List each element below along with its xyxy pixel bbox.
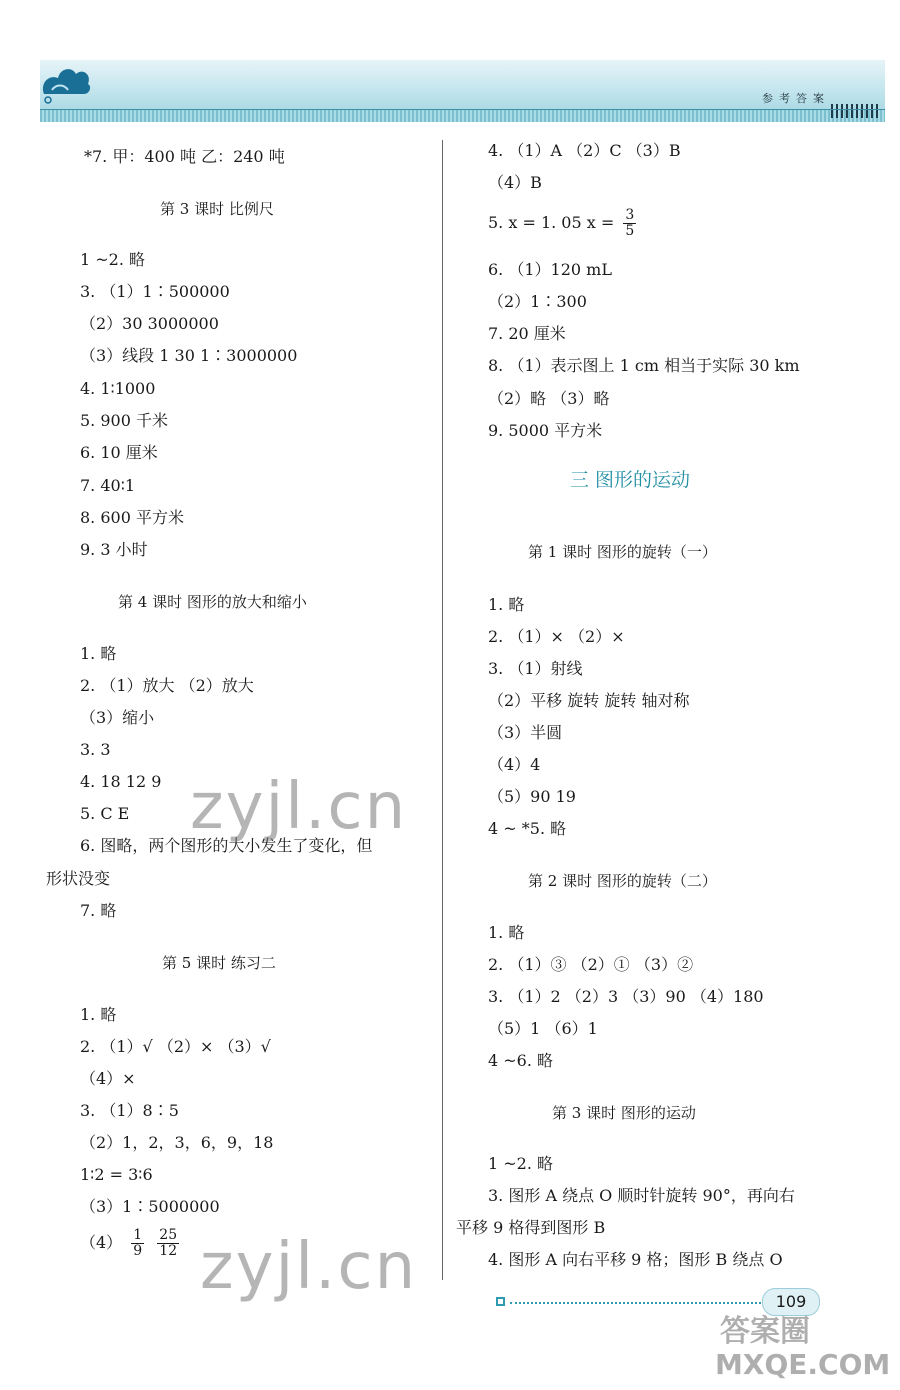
fraction	[157, 1228, 179, 1259]
answer-line: （3）线段 1 30 1∶3000000	[80, 346, 298, 365]
fraction-numerator: 25	[159, 1227, 178, 1243]
answer-line: （3）半圆	[488, 723, 563, 742]
answer-line: 3. （1）8∶5	[80, 1101, 179, 1120]
answer-line: （3）缩小	[80, 708, 155, 727]
answer-line: 3. 3	[80, 740, 111, 759]
cloud-logo-icon	[38, 60, 94, 106]
answer-line: 2. （1）③ （2）① （3）②	[488, 955, 694, 974]
answer-line: 1. 略	[488, 595, 525, 614]
section-heading: 三 图形的运动	[570, 469, 691, 491]
answer-line: 2. （1）放大 （2）放大	[80, 676, 254, 695]
answer-line: （5）1 （6）1	[488, 1019, 598, 1038]
footer-dotted-rule	[510, 1302, 765, 1304]
footer-square-icon	[496, 1297, 505, 1306]
lesson-heading: 第 4 课时 图形的放大和缩小	[118, 593, 307, 611]
fraction-numerator: 1	[133, 1227, 143, 1243]
fraction-answer-line	[488, 208, 640, 239]
fraction-prefix: （4）	[80, 1233, 123, 1252]
answer-line: 9. 5000 平方米	[488, 421, 603, 440]
answer-line: （2）1∶300	[488, 292, 587, 311]
answer-line: 1. 略	[80, 644, 117, 663]
answer-line: （2）略 （3）略	[488, 389, 610, 408]
answer-line: 4 ~ *5. 略	[488, 819, 567, 838]
answer-line: 形状没变	[46, 869, 111, 888]
lesson-heading: 第 2 课时 图形的旋转（二）	[528, 872, 717, 890]
answer-line: （4）B	[488, 173, 542, 192]
watermark: zyjl.cn	[190, 770, 408, 844]
answer-line: 1 ~2. 略	[488, 1154, 554, 1173]
answer-line: 3. （1）射线	[488, 659, 583, 678]
watermark-url: MXQE.COM	[715, 1348, 891, 1381]
answer-line: 5. 900 千米	[80, 411, 168, 430]
answer-line: 3. （1）1∶500000	[80, 282, 230, 301]
watermark-logo: 答案圈	[720, 1314, 810, 1349]
answer-line: 平移 9 格得到图形 B	[456, 1218, 606, 1237]
answer-line: 4. （1）A （2）C （3）B	[488, 141, 681, 160]
lesson-heading: 第 3 课时 比例尺	[160, 200, 274, 218]
header-stripe	[40, 110, 885, 122]
fraction-denominator: 9	[133, 1243, 143, 1259]
answer-line: （4）4	[488, 755, 541, 774]
answer-line: 4 ~6. 略	[488, 1051, 554, 1070]
answer-line: 4. 1∶1000	[80, 379, 156, 398]
answer-line: 1 ~2. 略	[80, 250, 146, 269]
answer-line: 8. （1）表示图上 1 cm 相当于实际 30 km	[488, 356, 800, 375]
fraction-denominator: 12	[159, 1243, 178, 1259]
answer-line: 1∶2 = 3∶6	[80, 1165, 153, 1184]
answer-line: （2）30 3000000	[80, 314, 219, 333]
answer-line: 8. 600 平方米	[80, 508, 184, 527]
fraction-denominator: 5	[625, 223, 635, 239]
answer-line: 2. （1）× （2）×	[488, 627, 625, 646]
answer-line: 6. 10 厘米	[80, 443, 158, 462]
watermark: zyjl.cn	[200, 1230, 418, 1304]
lesson-heading: 第 5 课时 练习二	[162, 954, 276, 972]
fraction-prefix: 5. x = 1. 05 x =	[488, 213, 620, 232]
answer-line: 7. 略	[80, 901, 117, 920]
answer-line: 5. C E	[80, 804, 130, 823]
lesson-heading: 第 3 课时 图形的运动	[552, 1104, 696, 1122]
answer-line: （5）90 19	[488, 787, 576, 806]
fraction-numerator: 3	[625, 207, 635, 223]
fraction-answer-line	[80, 1228, 183, 1259]
column-divider	[442, 140, 443, 1280]
answer-line: （4）×	[80, 1069, 136, 1088]
answer-line: 4. 图形 A 向右平移 9 格；图形 B 绕点 O	[488, 1250, 783, 1269]
fraction	[131, 1228, 144, 1259]
answer-line: （3）1∶5000000	[80, 1197, 220, 1216]
answer-line: 3. （1）2 （2）3 （3）90 （4）180	[488, 987, 764, 1006]
answer-line: *7. 甲：400 吨 乙：240 吨	[84, 147, 285, 166]
header-title: 参考答案	[762, 92, 830, 105]
answer-line: 1. 略	[488, 923, 525, 942]
answer-line: 7. 40∶1	[80, 476, 136, 495]
lesson-heading: 第 1 课时 图形的旋转（一）	[528, 543, 717, 561]
header-band	[40, 60, 885, 122]
header-rule	[40, 109, 885, 110]
answer-line: 1. 略	[80, 1005, 117, 1024]
page-number: 109	[762, 1288, 820, 1316]
answer-line: 2. （1）√ （2）× （3）√	[80, 1037, 271, 1056]
answer-line: （2）1，2，3，6，9，18	[80, 1133, 274, 1152]
answer-line: 7. 20 厘米	[488, 324, 566, 343]
answer-line: 3. 图形 A 绕点 O 顺时针旋转 90°，再向右	[488, 1186, 795, 1205]
answer-line: 6. （1）120 mL	[488, 260, 612, 279]
answer-line: 6. 图略，两个图形的大小发生了变化，但	[80, 836, 373, 855]
answer-line: （2）平移 旋转 旋转 轴对称	[488, 691, 690, 710]
answer-line: 4. 18 12 9	[80, 772, 162, 791]
fraction	[623, 208, 636, 239]
header-barcode-ticks	[831, 104, 881, 118]
answer-line: 9. 3 小时	[80, 540, 148, 559]
